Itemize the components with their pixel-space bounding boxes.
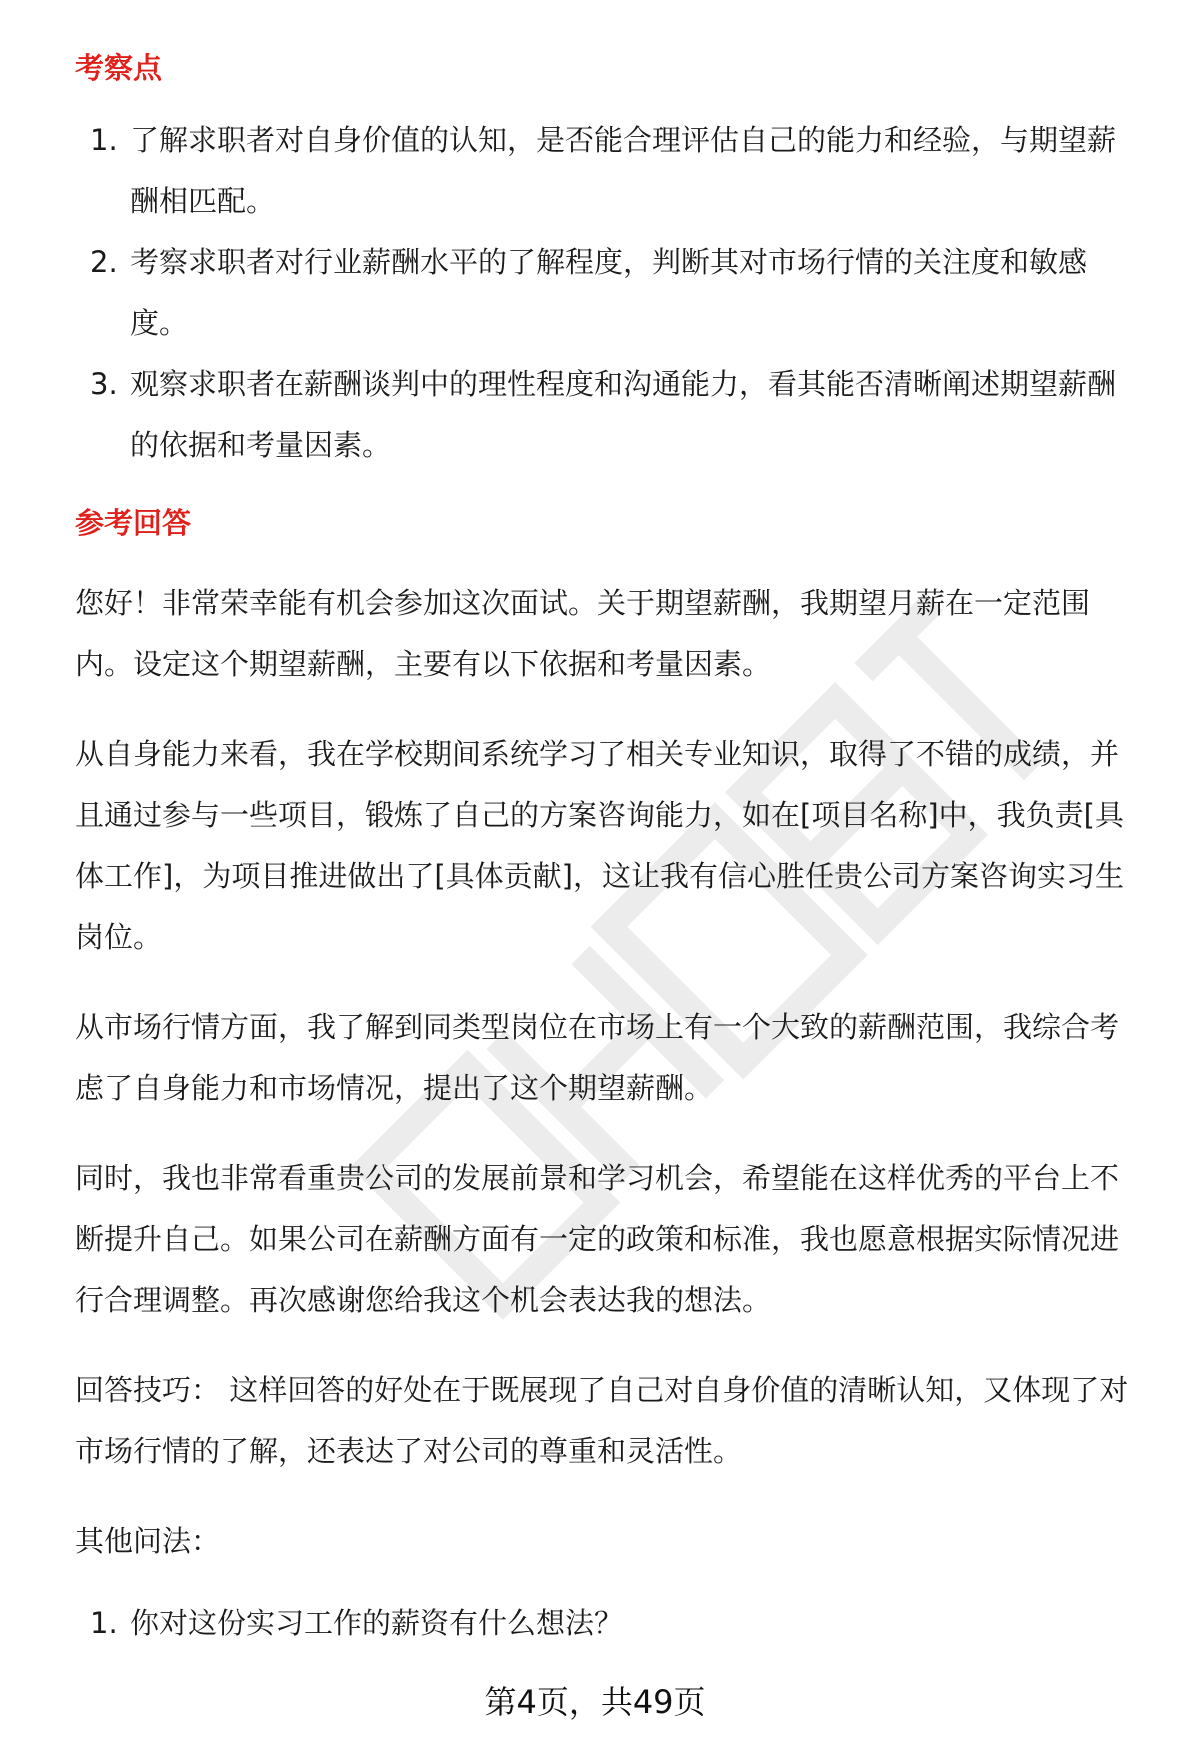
answer-paragraph-company <box>75 1148 1155 1331</box>
paragraph-line: 且通过参与一些项目，锻炼了自己的方案咨询能力，如在[项目名称]中，我负责[具 <box>75 798 1124 832</box>
evaluation-points-list <box>75 110 1155 476</box>
answer-paragraph-greeting <box>75 573 1155 695</box>
paragraph-line: 同时，我也非常看重贵公司的发展前景和学习机会，希望能在这样优秀的平台上不 <box>75 1161 1120 1195</box>
paragraph-line: 回答技巧： 这样回答的好处在于既展现了自己对自身价值的清晰认知，又体现了对 <box>75 1373 1129 1407</box>
paragraph-line: 岗位。 <box>75 920 163 954</box>
paragraph-line: 市场行情的了解，还表达了对公司的尊重和灵活性。 <box>75 1434 743 1468</box>
paragraph-line: 从自身能力来看，我在学校期间系统学习了相关专业知识，取得了不错的成绩，并 <box>75 737 1120 771</box>
section-title-reference-answer: 参考回答 <box>75 506 192 540</box>
paragraph-line: 体工作]，为项目推进做出了[具体贡献]，这让我有信心胜任贵公司方案咨询实习生 <box>75 859 1124 893</box>
list-item-text: 酬相匹配。 <box>130 184 276 218</box>
paragraph-line: 从市场行情方面，我了解到同类型岗位在市场上有一个大致的薪酬范围，我综合考 <box>75 1010 1120 1044</box>
list-item-text: 的依据和考量因素。 <box>130 428 392 462</box>
list-item-number: 3. <box>90 367 118 401</box>
list-item-number: 1. <box>90 123 118 157</box>
paragraph-line: 断提升自己。如果公司在薪酬方面有一定的政策和标准，我也愿意根据实际情况进 <box>75 1222 1120 1256</box>
other-questions-list <box>75 1593 1155 1654</box>
list-item-text: 考察求职者对行业薪酬水平的了解程度，判断其对市场行情的关注度和敏感 <box>130 245 1088 279</box>
list-item <box>75 354 1155 476</box>
section-title-evaluation-points: 考察点 <box>75 51 163 85</box>
answer-paragraph-market <box>75 997 1155 1119</box>
page-number-footer: 第4页，共49页 <box>484 1683 706 1721</box>
list-item-text: 你对这份实习工作的薪资有什么想法？ <box>130 1606 624 1640</box>
content-area <box>75 48 1155 1654</box>
list-item-number: 2. <box>90 245 118 279</box>
list-item-text: 观察求职者在薪酬谈判中的理性程度和沟通能力，看其能否清晰阐述期望薪酬 <box>130 367 1117 401</box>
list-item-text: 了解求职者对自身价值的认知，是否能合理评估自己的能力和经验，与期望薪 <box>130 123 1117 157</box>
list-item <box>75 110 1155 232</box>
answer-tips-paragraph <box>75 1360 1155 1482</box>
list-item-text: 度。 <box>130 306 189 340</box>
list-item <box>75 1593 1155 1654</box>
paragraph-line: 虑了自身能力和市场情况，提出了这个期望薪酬。 <box>75 1071 714 1105</box>
list-item <box>75 232 1155 354</box>
answer-paragraph-ability <box>75 724 1155 968</box>
paragraph-line: 您好！非常荣幸能有机会参加这次面试。关于期望薪酬，我期望月薪在一定范围 <box>75 586 1091 620</box>
paragraph-line: 其他问法： <box>75 1524 221 1558</box>
other-questions-heading <box>75 1511 1155 1572</box>
paragraph-line: 内。设定这个期望薪酬，主要有以下依据和考量因素。 <box>75 647 772 681</box>
paragraph-line: 行合理调整。再次感谢您给我这个机会表达我的想法。 <box>75 1283 772 1317</box>
list-item-number: 1. <box>90 1606 118 1640</box>
